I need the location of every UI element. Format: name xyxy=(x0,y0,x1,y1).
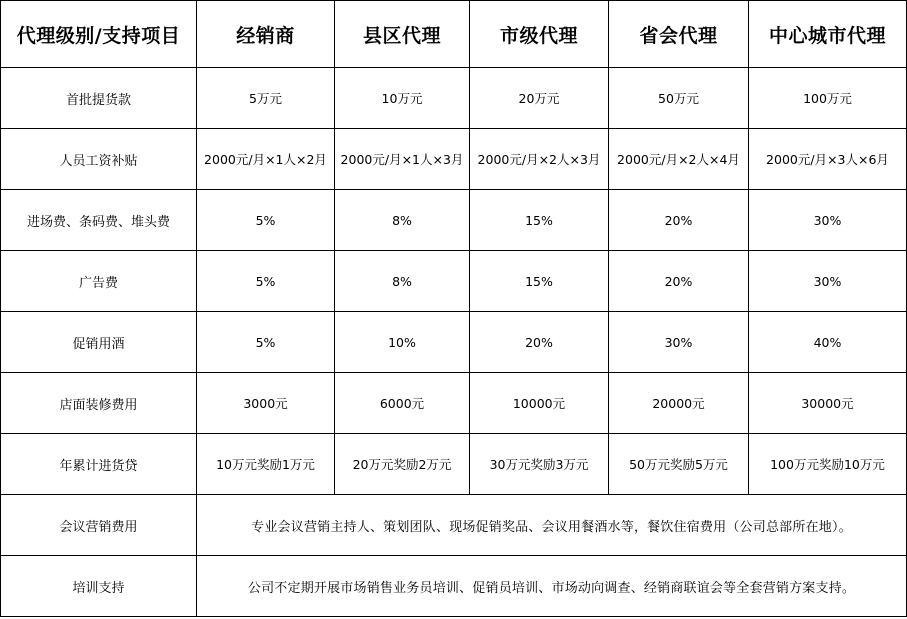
row-label: 进场费、条码费、堆头费 xyxy=(1,190,197,251)
table-cell: 50万元奖励5万元 xyxy=(609,434,749,495)
table-cell: 5万元 xyxy=(197,68,335,129)
table-cell: 30% xyxy=(609,312,749,373)
table-row xyxy=(1,312,907,373)
table-cell: 30% xyxy=(749,251,907,312)
table-cell: 20% xyxy=(609,190,749,251)
table-row xyxy=(1,373,907,434)
table-cell: 15% xyxy=(470,190,609,251)
table-cell: 5% xyxy=(197,312,335,373)
header-cell-city-agent: 市级代理 xyxy=(470,1,609,68)
header-cell-category: 代理级别/支持项目 xyxy=(1,1,197,68)
table-cell: 40% xyxy=(749,312,907,373)
table-row xyxy=(1,68,907,129)
table-cell: 50万元 xyxy=(609,68,749,129)
table-cell: 30% xyxy=(749,190,907,251)
table-row xyxy=(1,434,907,495)
table-cell: 5% xyxy=(197,190,335,251)
header-cell-central-city-agent: 中心城市代理 xyxy=(749,1,907,68)
table-cell: 20% xyxy=(470,312,609,373)
table-cell: 20% xyxy=(609,251,749,312)
table-cell: 100万元 xyxy=(749,68,907,129)
table-cell: 20000元 xyxy=(609,373,749,434)
table-cell: 5% xyxy=(197,251,335,312)
table-cell: 10万元 xyxy=(335,68,470,129)
table-cell: 10万元奖励1万元 xyxy=(197,434,335,495)
row-label: 首批提货款 xyxy=(1,68,197,129)
table-cell: 100万元奖励10万元 xyxy=(749,434,907,495)
row-label: 广告费 xyxy=(1,251,197,312)
table-cell: 15% xyxy=(470,251,609,312)
table-row-wide xyxy=(1,495,907,556)
table-cell: 10% xyxy=(335,312,470,373)
table-cell: 3000元 xyxy=(197,373,335,434)
merged-cell: 公司不定期开展市场销售业务员培训、促销员培训、市场动向调查、经销商联谊会等全套营销方案支持。 xyxy=(197,556,907,617)
table-row xyxy=(1,190,907,251)
row-label: 会议营销费用 xyxy=(1,495,197,556)
table-cell: 20万元奖励2万元 xyxy=(335,434,470,495)
table-cell: 8% xyxy=(335,251,470,312)
row-label: 年累计进货贷 xyxy=(1,434,197,495)
header-cell-dealer: 经销商 xyxy=(197,1,335,68)
table-cell: 30万元奖励3万元 xyxy=(470,434,609,495)
row-label: 人员工资补贴 xyxy=(1,129,197,190)
row-label: 培训支持 xyxy=(1,556,197,617)
table-cell: 2000元/月×2人×3月 xyxy=(470,129,609,190)
table-row xyxy=(1,129,907,190)
header-cell-provincial-agent: 省会代理 xyxy=(609,1,749,68)
row-label: 促销用酒 xyxy=(1,312,197,373)
table-cell: 2000元/月×1人×3月 xyxy=(335,129,470,190)
table-cell: 2000元/月×2人×4月 xyxy=(609,129,749,190)
merged-cell: 专业会议营销主持人、策划团队、现场促销奖品、会议用餐酒水等，餐饮住宿费用（公司总部所在地）。 xyxy=(197,495,907,556)
table-cell: 6000元 xyxy=(335,373,470,434)
header-cell-county-agent: 县区代理 xyxy=(335,1,470,68)
table-cell: 2000元/月×3人×6月 xyxy=(749,129,907,190)
row-label: 店面装修费用 xyxy=(1,373,197,434)
table-cell: 2000元/月×1人×2月 xyxy=(197,129,335,190)
table-cell: 30000元 xyxy=(749,373,907,434)
table-cell: 8% xyxy=(335,190,470,251)
header-row xyxy=(1,1,907,68)
table-cell: 10000元 xyxy=(470,373,609,434)
table-cell: 20万元 xyxy=(470,68,609,129)
table-row xyxy=(1,251,907,312)
table-row-wide xyxy=(1,556,907,617)
